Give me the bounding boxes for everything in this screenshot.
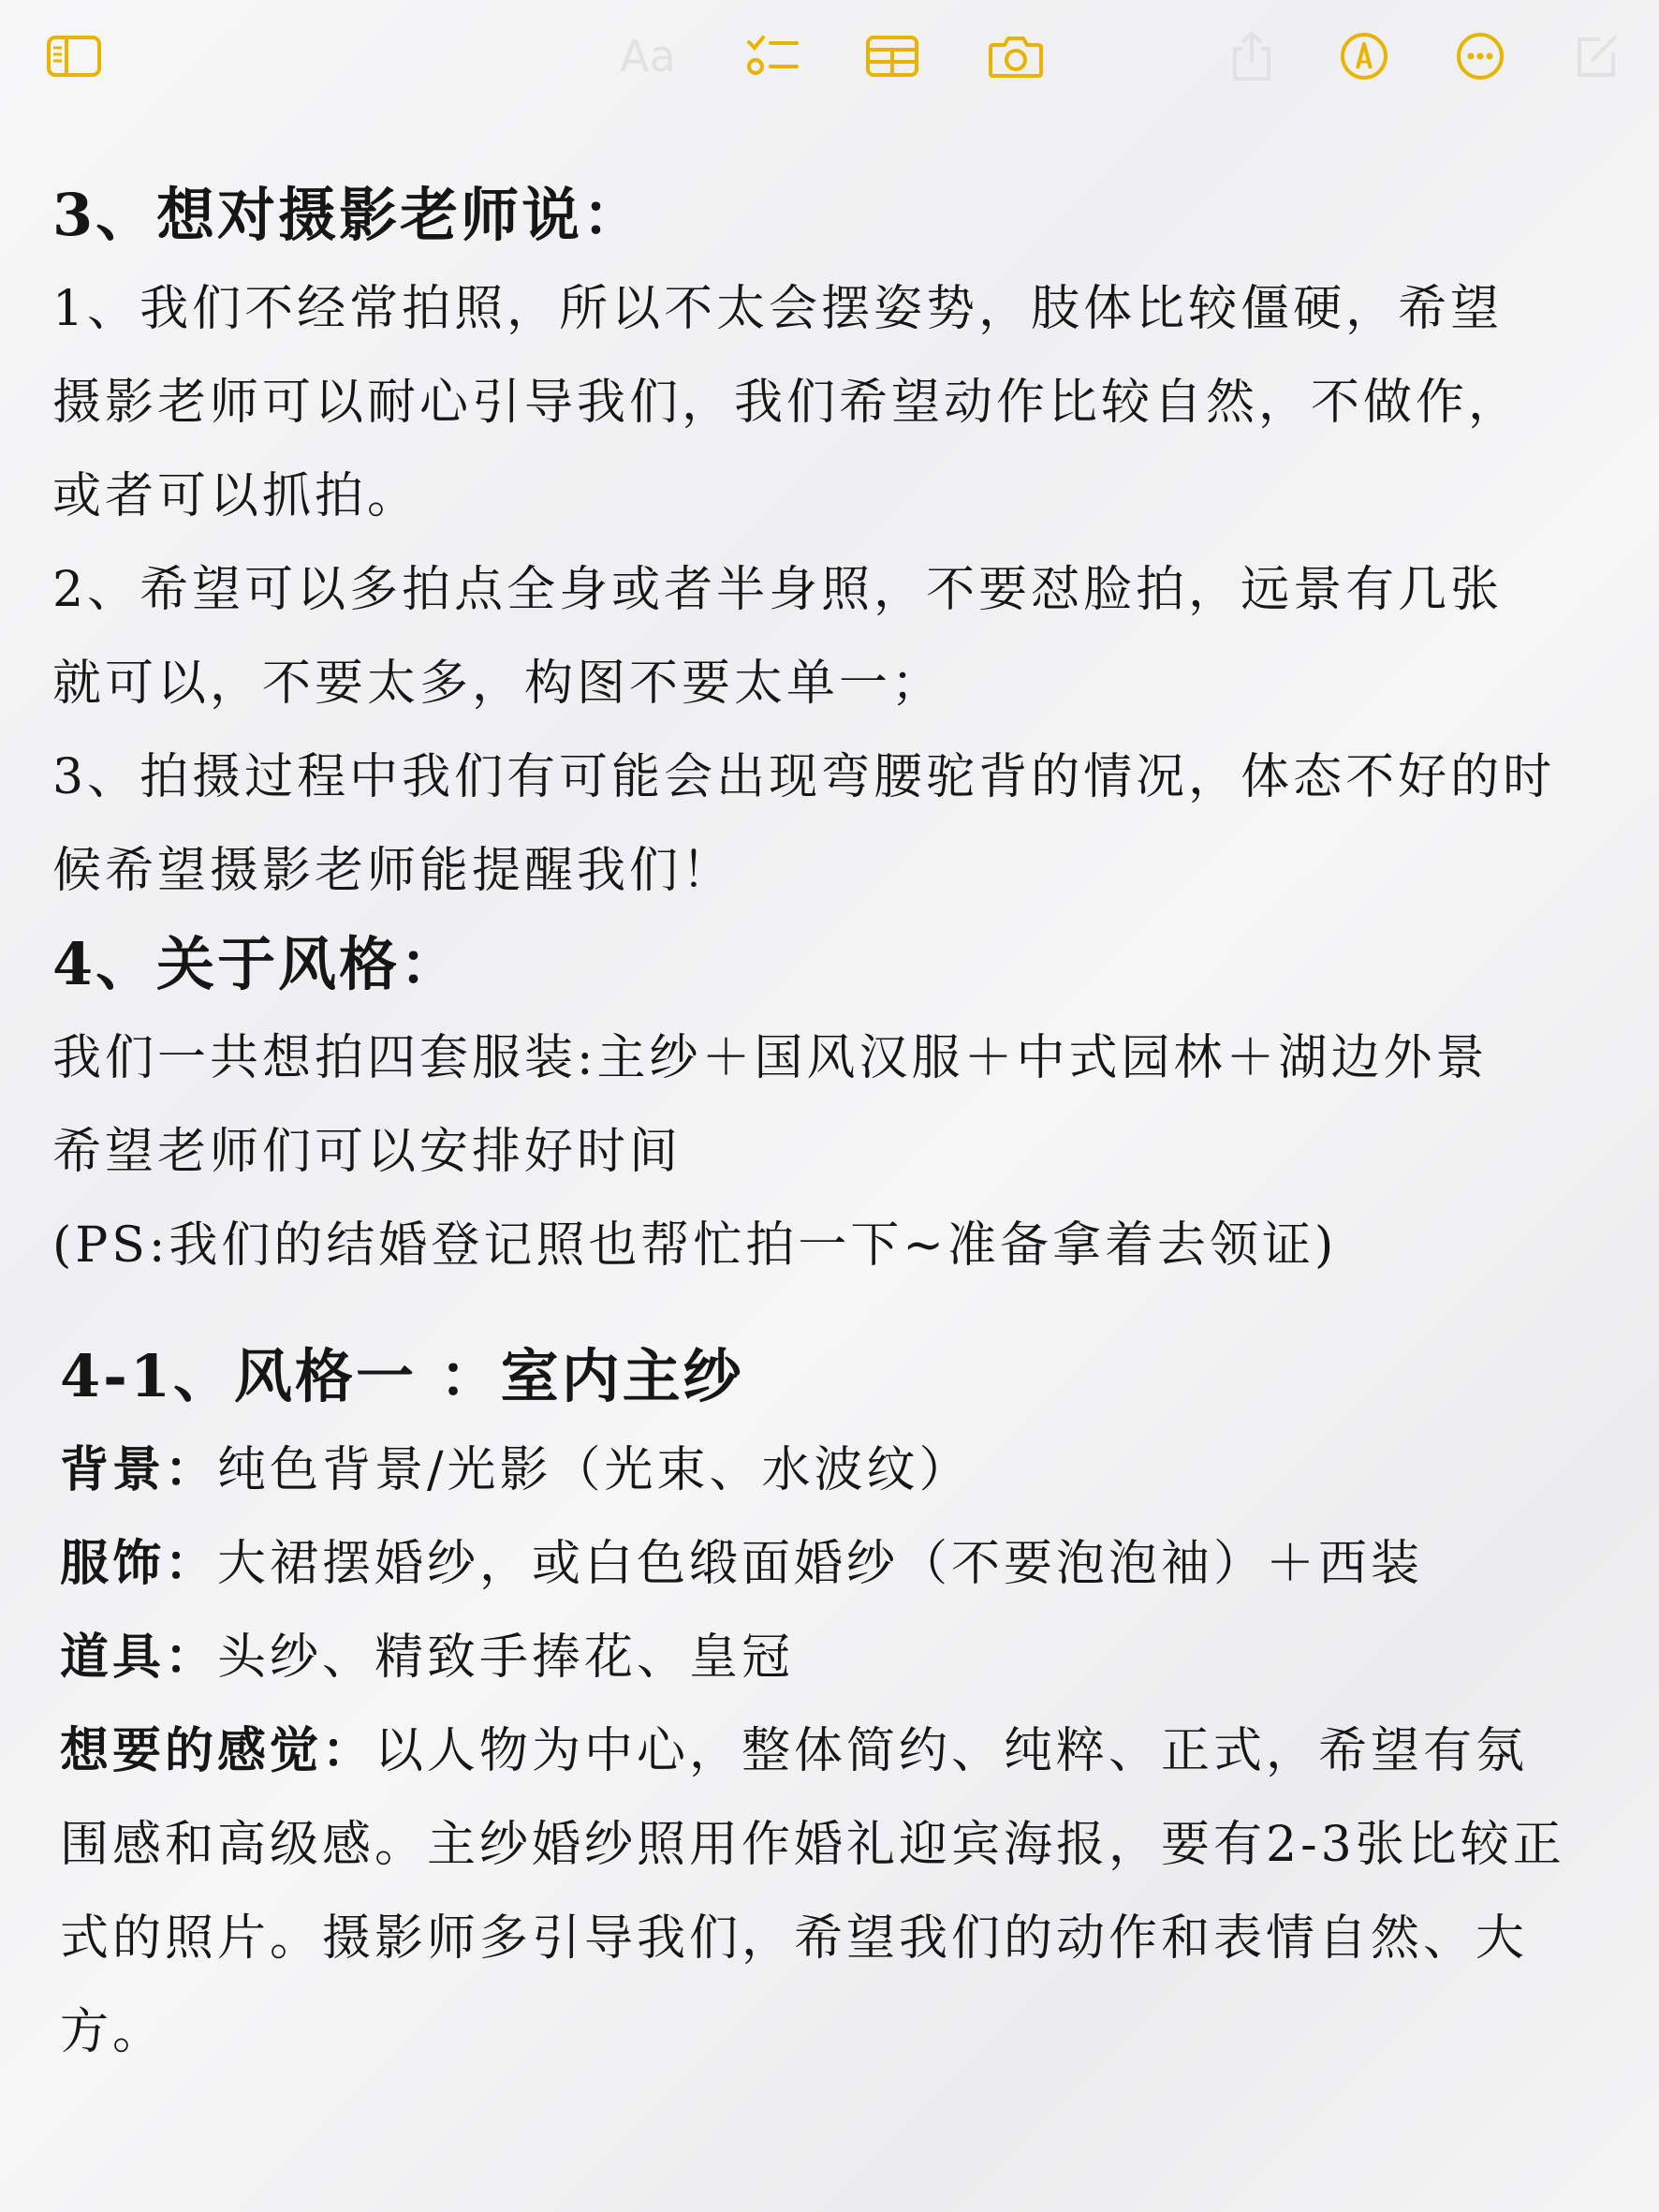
markup-pen-icon[interactable] (1331, 26, 1397, 86)
section-3-line-6: 3、拍摄过程中我们有可能会出现弯腰驼背的情况，体态不好的时 (52, 749, 1556, 805)
section-3-line-4: 2、希望可以多拍点全身或者半身照，不要怼脸拍，远景有几张 (52, 562, 1504, 618)
feeling-text: 以人物为中心，整体简约、纯粹、正式，希望有氛 (374, 1723, 1529, 1779)
section-3-line-3: 或者可以抓拍。 (52, 468, 420, 524)
feeling-label: 想要的感觉： (60, 1722, 375, 1779)
feeling-line-3: 式的照片。摄影师多引导我们，希望我们的动作和表情自然、大 (60, 1910, 1529, 1967)
text-format-icon[interactable] (610, 26, 685, 86)
section-3-line-1: 1、我们不经常拍照，所以不太会摆姿势，肢体比较僵硬，希望 (52, 281, 1504, 337)
dress-line (52, 1517, 1625, 1611)
section-3-line-5: 就可以，不要太多，构图不要太单一； (52, 656, 945, 712)
feeling-line (52, 1704, 1625, 1798)
share-icon[interactable] (1219, 26, 1285, 86)
more-icon[interactable] (1447, 26, 1513, 86)
feeling-line-2: 围感和高级感。主纱婚纱照用作婚礼迎宾海报，要有2-3张比较正 (60, 1817, 1565, 1873)
section-4-line-3: (PS:我们的结婚登记照也帮忙拍一下~准备拿着去领证) (52, 1217, 1338, 1274)
props-line (52, 1611, 1625, 1704)
background-label: 背景： (60, 1441, 218, 1498)
dress-text: 大裙摆婚纱，或白色缎面婚纱（不要泡泡袖）＋西装 (217, 1536, 1424, 1592)
section-3-line-2: 摄影老师可以耐心引导我们，我们希望动作比较自然，不做作， (52, 375, 1521, 431)
compose-icon[interactable] (1564, 26, 1629, 86)
camera-icon[interactable] (983, 26, 1049, 86)
background-text: 纯色背景/光影（光束、水波纹） (217, 1442, 972, 1498)
props-text: 头纱、精致手捧花、皇冠 (217, 1630, 795, 1686)
checklist-icon[interactable] (740, 26, 805, 86)
background-line (52, 1423, 1625, 1517)
section-4-line-1: 我们一共想拍四套服装:主纱＋国风汉服＋中式园林＋湖边外景 (52, 1030, 1489, 1086)
section-3-line-7: 候希望摄影老师能提醒我们！ (52, 843, 735, 899)
toolbar (0, 0, 1659, 122)
section-4-heading: 4、关于风格： (52, 930, 462, 998)
section-3-heading: 3、想对摄影老师说： (52, 181, 644, 249)
section-4-line-2: 希望老师们可以安排好时间 (52, 1124, 683, 1180)
dress-label: 服饰： (60, 1535, 218, 1592)
note-body[interactable] (52, 169, 1625, 2079)
table-icon[interactable] (859, 26, 925, 86)
format-label: Aa (620, 31, 676, 81)
sidebar-icon[interactable] (41, 26, 107, 86)
paragraph-gap (52, 1292, 1625, 1330)
props-label: 道具： (60, 1629, 218, 1686)
feeling-line-4: 方。 (60, 2004, 166, 2060)
section-4-1-heading: 4-1、风格一 ：室内主纱 (60, 1342, 744, 1410)
